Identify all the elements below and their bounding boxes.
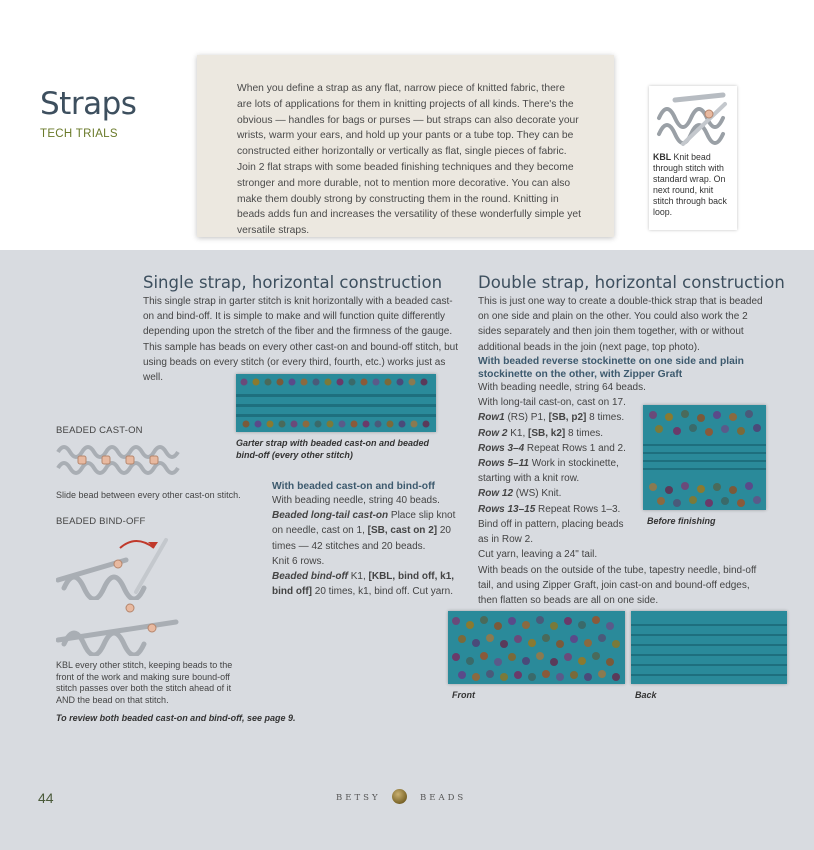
double-l8: Bind off in pattern, placing beads: [478, 518, 624, 530]
double-strap-heading: Double strap, horizontal construction: [478, 273, 785, 292]
brand-left: BETSY: [336, 793, 381, 803]
double-l9: as in Row 2.: [478, 534, 534, 546]
front-caption: Front: [452, 690, 475, 700]
back-caption: Back: [635, 690, 657, 700]
double-strap-body: This is just one way to create a double-thick strap that is beaded on one side and plain on the other. You could also work the 2 sides separately and then join them together, with or without additional beads in the join (next page, top photo).: [478, 296, 763, 353]
bindoff-caption: KBL every other stitch, keeping beads to the front of the work and making sure bound-off stitch passes over both the stitch ahead of it AND the bead on that stitch.: [56, 660, 233, 705]
single-pattern: [272, 493, 462, 599]
front-photo: [448, 611, 625, 684]
page-subtitle: TECH TRIALS: [40, 128, 118, 140]
double-row511: Rows 5–11 Work in stockinette,: [478, 458, 619, 470]
caston-caption: Slide bead between every other cast-on stitch.: [56, 490, 241, 500]
beaded-caston-diagram-icon: [56, 440, 180, 480]
intro-text: When you define a strap as any flat, narrow piece of knitted fabric, there are lots of applications for them in knitting projects of all kinds. There's the obvious — handles for bags or purses — but straps can also decorate your wrists, warm your ears, and hold up your pants or a tube top. They can be constructed either horizontally or vertically as flat, single pieces of fabric. Join 2 flat straps with some beaded finishing techniques and they become stronger and more durable, not to mention more decorative. You can also make them doubly strong by constructing them in the round. Knitting in beads adds fun and increases the versatility of these wonderfully simple yet versatile straps.: [237, 83, 581, 237]
double-l2: With long-tail cast-on, cast on 17.: [478, 397, 626, 409]
kbl-diagram-icon: [653, 90, 733, 150]
brand-right: BEADS: [420, 793, 467, 803]
garter-strap-caption: Garter strap with beaded cast-on and beaded bind-off (every other stitch): [236, 438, 430, 460]
double-l1: With beading needle, string 64 beads.: [478, 382, 646, 393]
review-note: To review both beaded cast-on and bind-off, see page 9.: [56, 713, 296, 723]
before-finishing-caption: Before finishing: [647, 516, 716, 526]
single-p2: Beaded long-tail cast-on Place slip knot on needle, cast on 1, [SB, cast on 2] 20 times — 42 stitches and 20 beads.: [272, 510, 456, 552]
double-row34: Rows 3–4 Repeat Rows 1 and 2.: [478, 442, 626, 454]
single-p3: Knit 6 rows.: [272, 555, 325, 567]
single-subheading: With beaded cast-on and bind-off: [272, 481, 435, 492]
double-pattern: [478, 380, 648, 562]
bindoff-diagram-two-icon: [56, 600, 180, 656]
garter-strap-photo: [236, 374, 436, 432]
double-l11: With beads on the outside of the tube, tapestry needle, bind-off tail, and using Zipper Graft, join cast-on and bound-off edges, then flatten so beads are all on one side.: [478, 565, 757, 607]
single-p1: With beading needle, string 40 beads.: [272, 495, 440, 506]
double-row1: Row1 (RS) P1, [SB, p2] 8 times.: [478, 412, 625, 424]
bindoff-diagram-one-icon: [56, 530, 180, 600]
kbl-text: KBL Knit bead through stitch with standard wrap. On next round, knit stitch through back loop.: [653, 152, 727, 217]
caston-label: BEADED CAST-ON: [56, 425, 143, 436]
intro-box: [197, 55, 614, 237]
page-number: 44: [38, 790, 54, 806]
double-subheading: With beaded reverse stockinette on one side and plain stockinette on the other, with Zipper Graft: [478, 356, 744, 380]
bindoff-label: BEADED BIND-OFF: [56, 516, 146, 527]
double-row12: Row 12 (WS) Knit.: [478, 488, 562, 500]
kbl-card: [649, 86, 737, 230]
double-row1315: Rows 13–15 Repeat Rows 1–3.: [478, 503, 621, 515]
back-photo: [631, 611, 787, 684]
double-row2: Row 2 K1, [SB, k2] 8 times.: [478, 427, 604, 439]
single-p4: Beaded bind-off K1, [KBL, bind off, k1, bind off] 20 times, k1, bind off. Cut yarn.: [272, 571, 455, 598]
double-row511-cont: starting with a knit row.: [478, 473, 580, 485]
double-l10: Cut yarn, leaving a 24" tail.: [478, 549, 598, 561]
page-title: Straps: [40, 86, 137, 122]
single-strap-body: This single strap in garter stitch is knit horizontally with a beaded cast-on and bind-off. It is simple to make and will function quite differently depending upon the stretch of the fiber and the firmness of the gauge. This sample has beads on every other cast-on and bound-off stitch, but using beads on every stitch (or every third, fourth, etc.) works just as well.: [143, 296, 458, 384]
single-strap-heading: Single strap, horizontal construction: [143, 273, 443, 292]
bead-logo-icon: [392, 789, 407, 804]
before-finishing-photo: [643, 405, 766, 510]
